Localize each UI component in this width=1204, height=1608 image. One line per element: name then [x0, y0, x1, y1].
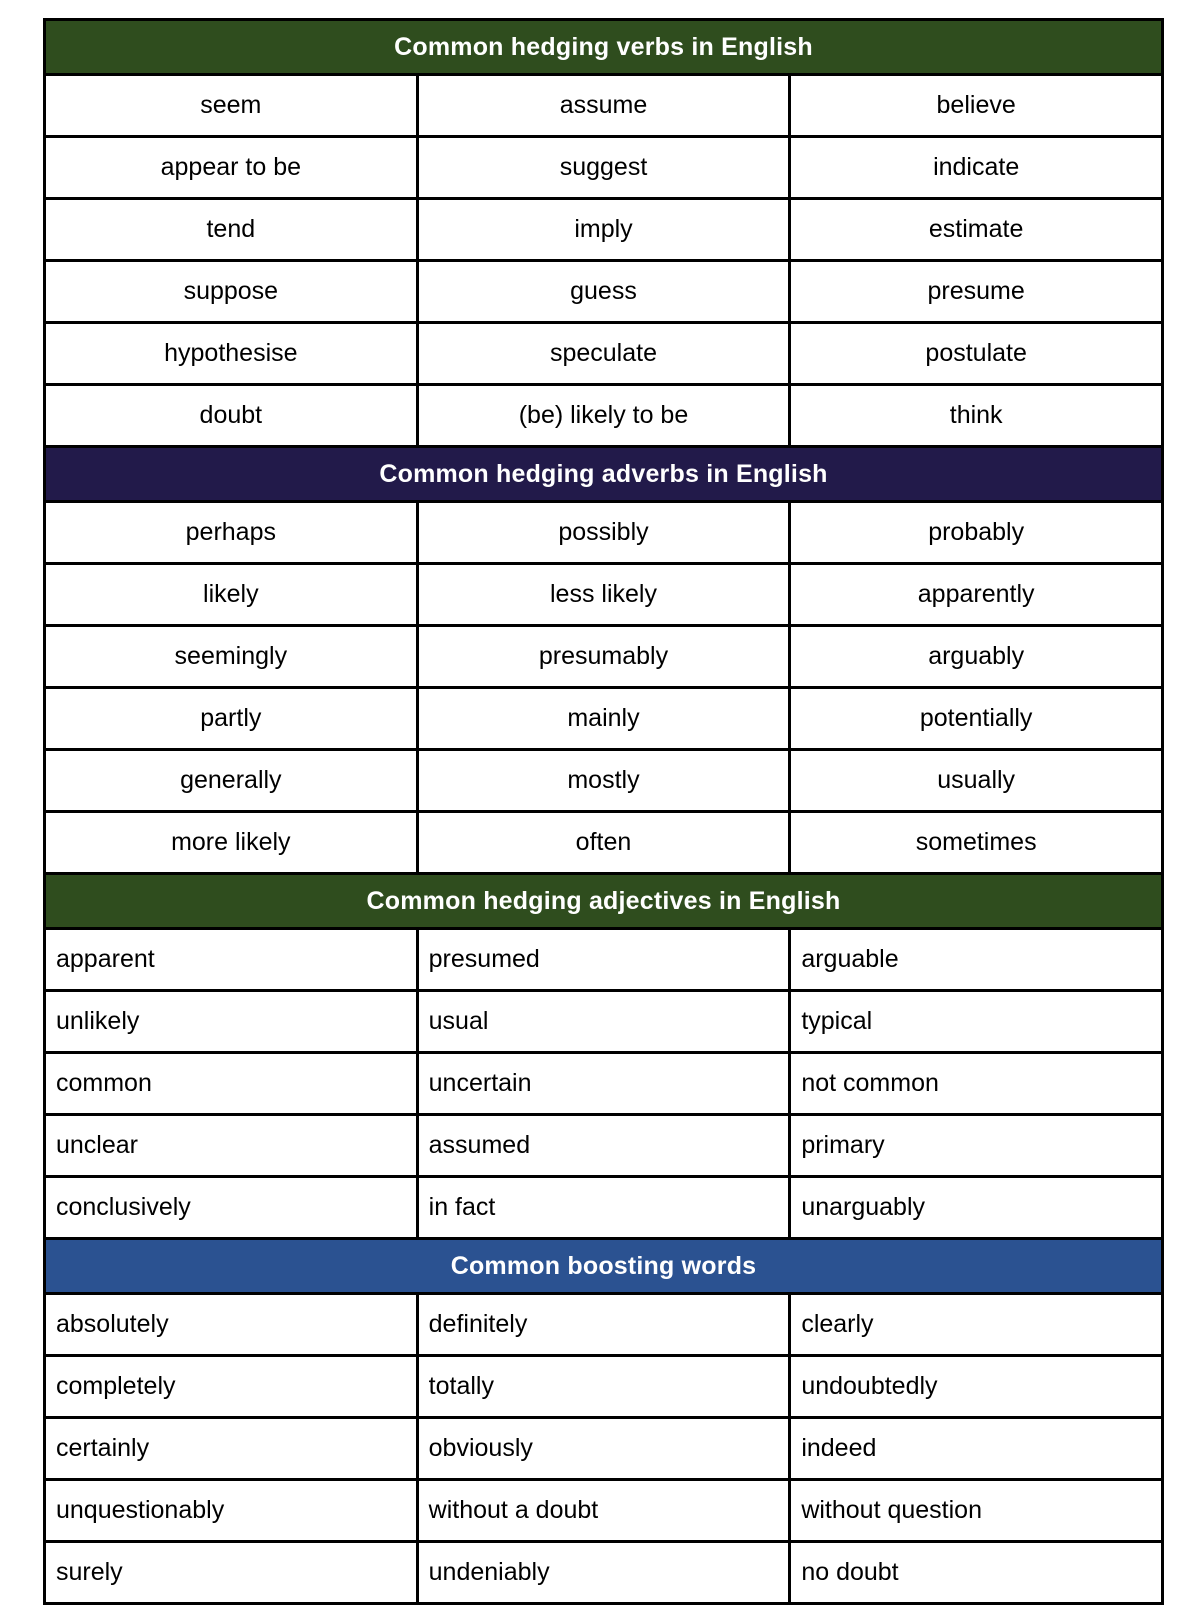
word-cell: clearly: [790, 1294, 1163, 1356]
word-cell: suggest: [417, 137, 790, 199]
word-cell: usual: [417, 991, 790, 1053]
section-header-row-hedging-adjectives: [45, 874, 1163, 929]
word-row: [45, 812, 1163, 874]
word-cell: no doubt: [790, 1542, 1163, 1604]
word-cell: unclear: [45, 1115, 418, 1177]
word-cell: postulate: [790, 323, 1163, 385]
word-cell: probably: [790, 502, 1163, 564]
section-title-hedging-adjectives: Common hedging adjectives in English: [45, 874, 1163, 929]
word-cell: usually: [790, 750, 1163, 812]
word-cell: in fact: [417, 1177, 790, 1239]
word-row: [45, 1356, 1163, 1418]
word-cell: likely: [45, 564, 418, 626]
word-row: [45, 199, 1163, 261]
table-body: [45, 20, 1163, 1604]
word-row: [45, 137, 1163, 199]
word-cell: more likely: [45, 812, 418, 874]
word-cell: seem: [45, 75, 418, 137]
section-header-row-boosting-words: [45, 1239, 1163, 1294]
word-cell: definitely: [417, 1294, 790, 1356]
section-title-hedging-verbs: Common hedging verbs in English: [45, 20, 1163, 75]
word-cell: seemingly: [45, 626, 418, 688]
word-cell: typical: [790, 991, 1163, 1053]
word-cell: totally: [417, 1356, 790, 1418]
word-row: [45, 1115, 1163, 1177]
word-cell: undeniably: [417, 1542, 790, 1604]
word-cell: mostly: [417, 750, 790, 812]
word-cell: generally: [45, 750, 418, 812]
word-cell: arguable: [790, 929, 1163, 991]
word-cell: arguably: [790, 626, 1163, 688]
word-row: [45, 688, 1163, 750]
word-cell: completely: [45, 1356, 418, 1418]
word-cell: surely: [45, 1542, 418, 1604]
word-row: [45, 929, 1163, 991]
word-cell: undoubtedly: [790, 1356, 1163, 1418]
word-cell: primary: [790, 1115, 1163, 1177]
word-row: [45, 564, 1163, 626]
word-cell: indicate: [790, 137, 1163, 199]
word-cell: tend: [45, 199, 418, 261]
word-cell: mainly: [417, 688, 790, 750]
word-row: [45, 502, 1163, 564]
word-cell: doubt: [45, 385, 418, 447]
word-row: [45, 75, 1163, 137]
word-cell: sometimes: [790, 812, 1163, 874]
word-cell: suppose: [45, 261, 418, 323]
word-cell: possibly: [417, 502, 790, 564]
word-cell: often: [417, 812, 790, 874]
word-cell: certainly: [45, 1418, 418, 1480]
word-cell: think: [790, 385, 1163, 447]
hedging-boosting-words-table: [43, 18, 1164, 1605]
word-cell: estimate: [790, 199, 1163, 261]
word-row: [45, 1177, 1163, 1239]
word-cell: not common: [790, 1053, 1163, 1115]
word-cell: unlikely: [45, 991, 418, 1053]
word-cell: hypothesise: [45, 323, 418, 385]
word-cell: common: [45, 1053, 418, 1115]
word-cell: without a doubt: [417, 1480, 790, 1542]
word-cell: unquestionably: [45, 1480, 418, 1542]
word-cell: assume: [417, 75, 790, 137]
word-row: [45, 626, 1163, 688]
word-cell: partly: [45, 688, 418, 750]
word-row: [45, 1542, 1163, 1604]
word-cell: potentially: [790, 688, 1163, 750]
word-row: [45, 991, 1163, 1053]
word-cell: indeed: [790, 1418, 1163, 1480]
word-row: [45, 750, 1163, 812]
word-cell: speculate: [417, 323, 790, 385]
word-cell: unarguably: [790, 1177, 1163, 1239]
word-cell: absolutely: [45, 1294, 418, 1356]
word-cell: conclusively: [45, 1177, 418, 1239]
word-cell: appear to be: [45, 137, 418, 199]
word-row: [45, 1418, 1163, 1480]
word-cell: less likely: [417, 564, 790, 626]
word-cell: guess: [417, 261, 790, 323]
word-cell: presumed: [417, 929, 790, 991]
word-row: [45, 1053, 1163, 1115]
word-row: [45, 1480, 1163, 1542]
word-cell: without question: [790, 1480, 1163, 1542]
section-title-hedging-adverbs: Common hedging adverbs in English: [45, 447, 1163, 502]
word-row: [45, 261, 1163, 323]
word-cell: uncertain: [417, 1053, 790, 1115]
section-header-row-hedging-verbs: [45, 20, 1163, 75]
word-cell: apparently: [790, 564, 1163, 626]
word-cell: presumably: [417, 626, 790, 688]
word-row: [45, 385, 1163, 447]
word-cell: perhaps: [45, 502, 418, 564]
word-cell: presume: [790, 261, 1163, 323]
word-cell: obviously: [417, 1418, 790, 1480]
word-row: [45, 1294, 1163, 1356]
word-cell: assumed: [417, 1115, 790, 1177]
word-cell: (be) likely to be: [417, 385, 790, 447]
word-row: [45, 323, 1163, 385]
section-title-boosting-words: Common boosting words: [45, 1239, 1163, 1294]
word-cell: believe: [790, 75, 1163, 137]
word-cell: imply: [417, 199, 790, 261]
word-cell: apparent: [45, 929, 418, 991]
section-header-row-hedging-adverbs: [45, 447, 1163, 502]
